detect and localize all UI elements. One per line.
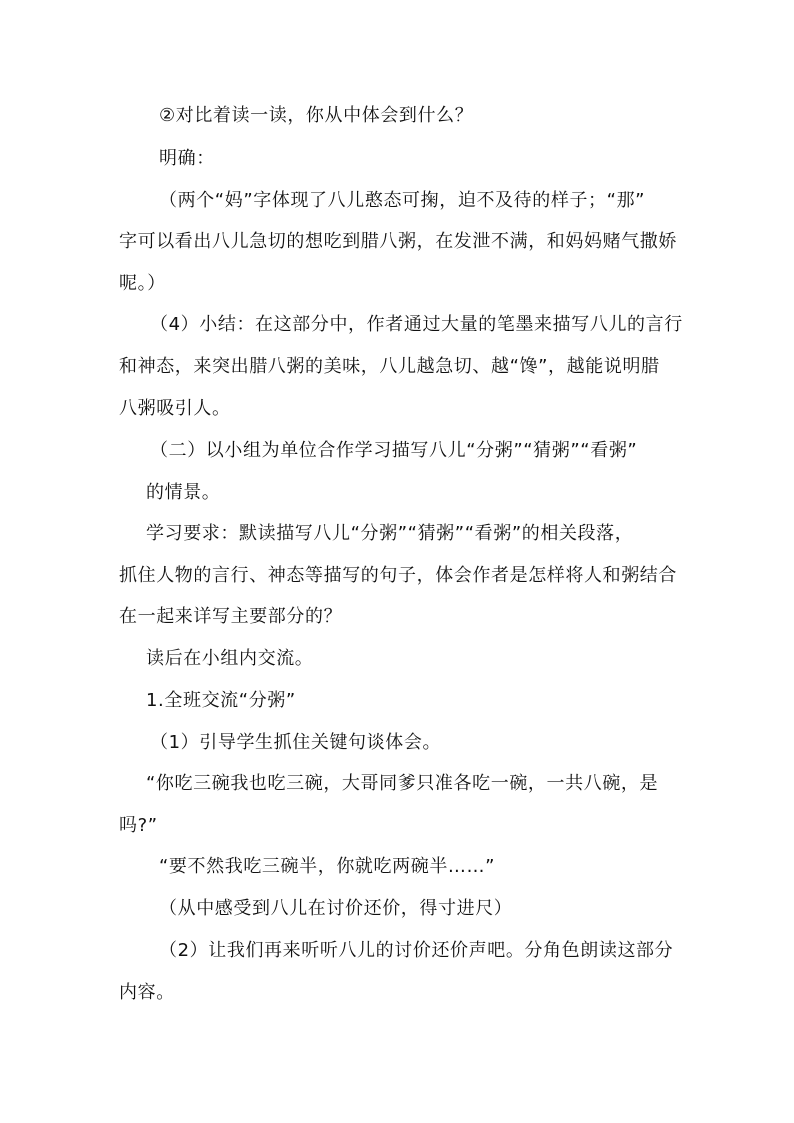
quote-line-1: “你吃三碗我也吃三碗，大哥同爹只准各吃一碗，一共八碗，是 [146,773,659,794]
summary-line-1: （4）小结：在这部分中，作者通过大量的笔墨来描写八儿的言行 [150,314,683,335]
requirement-line-2: 抓住人物的言行、神态等描写的句子，体会作者是怎样将人和粥结合 [119,565,677,586]
role-reading-line-2: 内容。 [119,982,175,1003]
summary-line-3: 八粥吸引人。 [119,398,231,419]
requirement-line-3: 在一起来详写主要部分的？ [119,606,343,627]
requirement-line-1: 学习要求：默读描写八儿“分粥”“猜粥”“看粥”的相关段落， [146,523,634,544]
quote-line-2: 吗?” [119,815,158,836]
answer-text-line-2: 字可以看出八儿急切的想吃到腊八粥，在发泄不满，和妈妈赌气撒娇 [119,231,677,252]
class-exchange-heading: 1.全班交流“分粥” [146,690,296,711]
answer-text-line-3: 呢。） [119,273,166,294]
guide-students-text: （1）引导学生抓住关键句谈体会。 [150,732,442,753]
summary-line-2: 和神态，来突出腊八粥的美味，八儿越急切、越“馋”，越能说明腊 [119,356,660,377]
answer-label: 明确： [159,148,215,169]
quote-second-line: “要不然我吃三碗半，你就吃两碗半……” [159,856,496,877]
group-discussion-text: 读后在小组内交流。 [146,648,314,669]
role-reading-line-1: （2）让我们再来听听八儿的讨价还价声吧。分角色朗读这部分 [159,940,674,961]
question-compare-reading: ②对比着读一读，你从中体会到什么？ [159,105,474,126]
section-two-heading-line-1: （二）以小组为单位合作学习描写八儿“分粥”“猜粥”“看粥” [150,440,638,461]
bargaining-note: （从中感受到八儿在讨价还价，得寸进尺） [159,898,513,919]
section-two-heading-line-2: 的情景。 [146,482,221,503]
answer-text-line-1: （两个“妈”字体现了八儿憨态可掬，迫不及待的样子；“那” [159,190,646,211]
